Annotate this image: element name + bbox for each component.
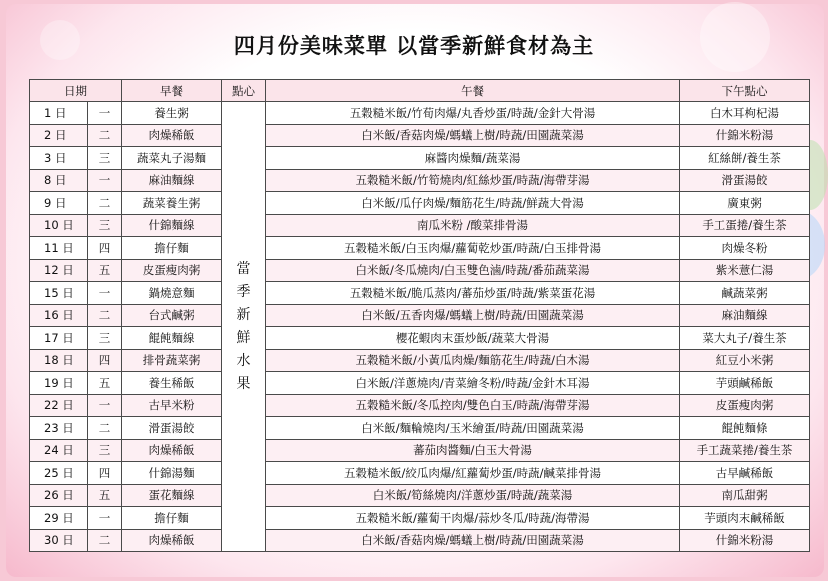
afternoon-snack-cell: 菜大丸子/養生茶: [680, 327, 810, 350]
snack-fruit-note: [222, 102, 266, 552]
snack-note-char: 水: [236, 352, 251, 369]
lunch-cell: 南瓜米粉 /酸菜排骨湯: [266, 214, 680, 237]
header-breakfast: 早餐: [122, 80, 222, 102]
breakfast-cell: 蛋花麵線: [122, 484, 222, 507]
afternoon-snack-cell: 餛飩麵條: [680, 417, 810, 440]
date-cell: 12 日: [30, 259, 88, 282]
date-cell: 9 日: [30, 192, 88, 215]
afternoon-snack-cell: 鹹蔬菜粥: [680, 282, 810, 305]
lunch-cell: 蕃茄肉醬麵/白玉大骨湯: [266, 439, 680, 462]
breakfast-cell: 養生粥: [122, 102, 222, 125]
afternoon-snack-cell: 麻油麵線: [680, 304, 810, 327]
breakfast-cell: 排骨蔬菜粥: [122, 349, 222, 372]
lunch-cell: 麻醬肉燥麵/蔬菜湯: [266, 147, 680, 170]
breakfast-cell: 滑蛋湯餃: [122, 417, 222, 440]
weekday-cell: 一: [88, 282, 122, 305]
weekday-cell: 五: [88, 484, 122, 507]
breakfast-cell: 皮蛋瘦肉粥: [122, 259, 222, 282]
lunch-cell: 櫻花蝦肉末蛋炒飯/蔬菜大骨湯: [266, 327, 680, 350]
table-row: [30, 394, 810, 417]
table-row: [30, 147, 810, 170]
weekday-cell: 五: [88, 372, 122, 395]
lunch-cell: 五穀糙米飯/小黃瓜肉燥/麵筋花生/時蔬/白木湯: [266, 349, 680, 372]
table-row: [30, 304, 810, 327]
lunch-cell: 五穀糙米飯/絞瓜肉爆/紅蘿蔔炒蛋/時蔬/鹹菜排骨湯: [266, 462, 680, 485]
afternoon-snack-cell: 芋頭鹹稀飯: [680, 372, 810, 395]
weekday-cell: 二: [88, 192, 122, 215]
weekday-cell: 二: [88, 124, 122, 147]
table-row: [30, 439, 810, 462]
breakfast-cell: 餛飩麵線: [122, 327, 222, 350]
table-row: [30, 529, 810, 552]
date-cell: 10 日: [30, 214, 88, 237]
afternoon-snack-cell: 古早鹹稀飯: [680, 462, 810, 485]
date-cell: 24 日: [30, 439, 88, 462]
table-row: [30, 327, 810, 350]
lunch-cell: 白米飯/五香肉爆/螞蟻上樹/時蔬/田園蔬菜湯: [266, 304, 680, 327]
afternoon-snack-cell: 什錦米粉湯: [680, 529, 810, 552]
date-cell: 2 日: [30, 124, 88, 147]
table-row: [30, 124, 810, 147]
snack-note-char: 鮮: [236, 329, 251, 346]
table-row: [30, 192, 810, 215]
lunch-cell: 五穀糙米飯/竹荀肉爆/丸香炒蛋/時蔬/金針大骨湯: [266, 102, 680, 125]
weekday-cell: 四: [88, 462, 122, 485]
afternoon-snack-cell: 南瓜甜粥: [680, 484, 810, 507]
snack-note-char: 新: [236, 306, 251, 323]
afternoon-snack-cell: 紅絲餅/養生茶: [680, 147, 810, 170]
table-header-row: [30, 80, 810, 102]
table-row: [30, 372, 810, 395]
table-row: [30, 484, 810, 507]
weekday-cell: 四: [88, 349, 122, 372]
date-cell: 11 日: [30, 237, 88, 260]
table-row: [30, 259, 810, 282]
weekday-cell: 一: [88, 102, 122, 125]
afternoon-snack-cell: 皮蛋瘦肉粥: [680, 394, 810, 417]
page-title: 四月份美味菜單 以當季新鮮食材為主: [233, 34, 595, 58]
afternoon-snack-cell: 滑蛋湯餃: [680, 169, 810, 192]
date-cell: 26 日: [30, 484, 88, 507]
weekday-cell: 三: [88, 327, 122, 350]
snack-note-char: 季: [236, 283, 251, 300]
date-cell: 8 日: [30, 169, 88, 192]
table-row: [30, 417, 810, 440]
lunch-cell: 五穀糙米飯/白玉肉爆/蘿蔔乾炒蛋/時蔬/白玉排骨湯: [266, 237, 680, 260]
table-row: [30, 102, 810, 125]
weekday-cell: 一: [88, 507, 122, 530]
breakfast-cell: 擔仔麵: [122, 237, 222, 260]
date-cell: 19 日: [30, 372, 88, 395]
date-cell: 23 日: [30, 417, 88, 440]
breakfast-cell: 鍋燒意麵: [122, 282, 222, 305]
breakfast-cell: 養生稀飯: [122, 372, 222, 395]
table-body: [30, 102, 810, 552]
weekday-cell: 三: [88, 439, 122, 462]
weekday-cell: 一: [88, 169, 122, 192]
afternoon-snack-cell: 手工蛋捲/養生茶: [680, 214, 810, 237]
afternoon-snack-cell: 肉燥冬粉: [680, 237, 810, 260]
date-cell: 25 日: [30, 462, 88, 485]
menu-table: [29, 79, 810, 552]
afternoon-snack-cell: 廣東粥: [680, 192, 810, 215]
breakfast-cell: 擔仔麵: [122, 507, 222, 530]
breakfast-cell: 什錦湯麵: [122, 462, 222, 485]
weekday-cell: 四: [88, 237, 122, 260]
breakfast-cell: 古早米粉: [122, 394, 222, 417]
date-cell: 17 日: [30, 327, 88, 350]
date-cell: 30 日: [30, 529, 88, 552]
lunch-cell: 白米飯/筍絲燒肉/洋蔥炒蛋/時蔬/蔬菜湯: [266, 484, 680, 507]
table-row: [30, 507, 810, 530]
table-row: [30, 237, 810, 260]
table-row: [30, 214, 810, 237]
lunch-cell: 五穀糙米飯/蘿蔔干肉爆/蒜炒冬瓜/時蔬/海帶湯: [266, 507, 680, 530]
lunch-cell: 白米飯/洋蔥燒肉/青菜繪冬粉/時蔬/金針木耳湯: [266, 372, 680, 395]
afternoon-snack-cell: 什錦米粉湯: [680, 124, 810, 147]
weekday-cell: 二: [88, 417, 122, 440]
weekday-cell: 五: [88, 259, 122, 282]
weekday-cell: 三: [88, 214, 122, 237]
breakfast-cell: 肉燥稀飯: [122, 529, 222, 552]
lunch-cell: 白米飯/香菇肉燥/螞蟻上樹/時蔬/田園蔬菜湯: [266, 124, 680, 147]
lunch-cell: 白米飯/香菇肉燥/螞蟻上樹/時蔬/田園蔬菜湯: [266, 529, 680, 552]
breakfast-cell: 肉燥稀飯: [122, 124, 222, 147]
header-date: 日期: [30, 80, 122, 102]
breakfast-cell: 蔬菜養生粥: [122, 192, 222, 215]
lunch-cell: 五穀糙米飯/竹筍燒肉/紅絲炒蛋/時蔬/海帶芽湯: [266, 169, 680, 192]
breakfast-cell: 麻油麵線: [122, 169, 222, 192]
breakfast-cell: 什錦麵線: [122, 214, 222, 237]
header-afternoon-snack: 下午點心: [680, 80, 810, 102]
snack-note-char: 當: [236, 260, 251, 277]
lunch-cell: 五穀糙米飯/冬瓜控肉/雙色白玉/時蔬/海帶芽湯: [266, 394, 680, 417]
header-snack: 點心: [222, 80, 266, 102]
weekday-cell: 一: [88, 394, 122, 417]
breakfast-cell: 台式鹹粥: [122, 304, 222, 327]
header-lunch: 午餐: [266, 80, 680, 102]
breakfast-cell: 肉燥稀飯: [122, 439, 222, 462]
afternoon-snack-cell: 白木耳枸杞湯: [680, 102, 810, 125]
table-row: [30, 349, 810, 372]
lunch-cell: 五穀糙米飯/脆瓜蒸肉/蕃茄炒蛋/時蔬/紫菜蛋花湯: [266, 282, 680, 305]
afternoon-snack-cell: 手工蔬菜捲/養生茶: [680, 439, 810, 462]
afternoon-snack-cell: 芋頭肉末鹹稀飯: [680, 507, 810, 530]
lunch-cell: 白米飯/麵輪燒肉/玉米繪蛋/時蔬/田園蔬菜湯: [266, 417, 680, 440]
lunch-cell: 白米飯/瓜仔肉燥/麵筋花生/時蔬/鮮蔬大骨湯: [266, 192, 680, 215]
date-cell: 3 日: [30, 147, 88, 170]
snack-note-char: 果: [236, 375, 251, 392]
table-row: [30, 169, 810, 192]
date-cell: 16 日: [30, 304, 88, 327]
weekday-cell: 二: [88, 529, 122, 552]
date-cell: 15 日: [30, 282, 88, 305]
table-row: [30, 462, 810, 485]
lunch-cell: 白米飯/冬瓜燒肉/白玉雙色滷/時蔬/番茄蔬菜湯: [266, 259, 680, 282]
afternoon-snack-cell: 紅豆小米粥: [680, 349, 810, 372]
weekday-cell: 二: [88, 304, 122, 327]
table-row: [30, 282, 810, 305]
date-cell: 29 日: [30, 507, 88, 530]
afternoon-snack-cell: 紫米薏仁湯: [680, 259, 810, 282]
date-cell: 22 日: [30, 394, 88, 417]
date-cell: 1 日: [30, 102, 88, 125]
breakfast-cell: 蔬菜丸子湯麵: [122, 147, 222, 170]
date-cell: 18 日: [30, 349, 88, 372]
weekday-cell: 三: [88, 147, 122, 170]
